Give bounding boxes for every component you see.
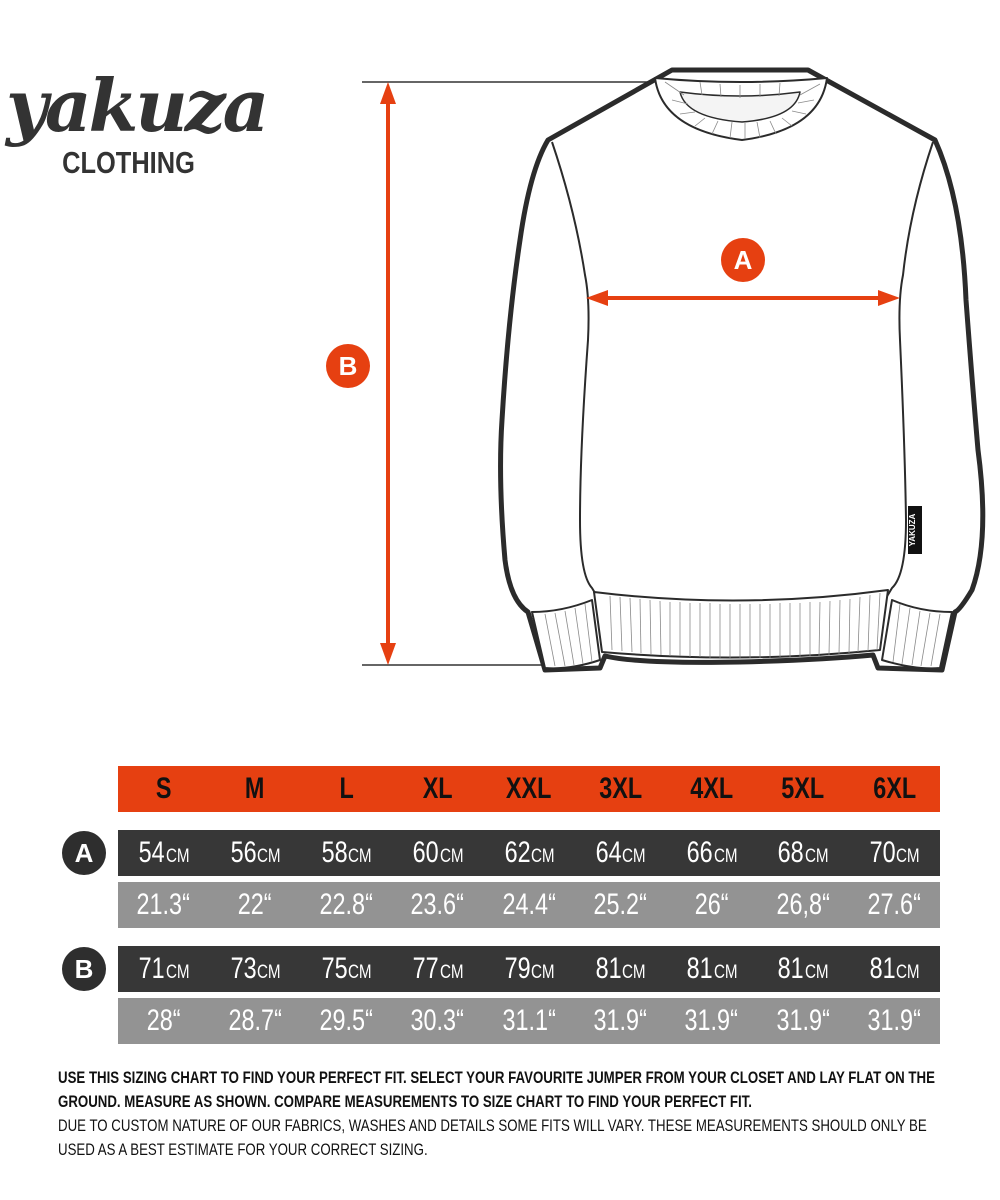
row-b-badge: B [62, 947, 106, 991]
table-cell [575, 830, 666, 876]
cm-unit: CM [530, 846, 555, 867]
table-cell [209, 998, 300, 1044]
table-cell [118, 882, 209, 928]
inch-value: 27.6 [867, 888, 914, 921]
inch-mark: “ [273, 1004, 282, 1037]
inch-value: 30.3 [410, 1004, 457, 1037]
table-cell [392, 830, 483, 876]
cm-unit: CM [713, 962, 738, 983]
inch-value: 22 [238, 888, 265, 921]
size-header-row [118, 766, 940, 812]
table-cell [209, 830, 300, 876]
cm-value: 81 [869, 952, 896, 985]
table-cell [392, 882, 483, 928]
instructions-note [58, 1066, 958, 1114]
table-cell [483, 998, 574, 1044]
inch-mark: “ [547, 1004, 556, 1037]
table-cell [483, 830, 574, 876]
inch-mark: “ [720, 888, 729, 921]
cm-unit: CM [256, 962, 281, 983]
row-a-inch [118, 882, 940, 928]
table-cell [118, 830, 209, 876]
cm-unit: CM [439, 846, 464, 867]
inch-mark: “ [913, 888, 921, 921]
cm-value: 75 [321, 952, 348, 985]
svg-text:YAKUZA: YAKUZA [908, 513, 917, 547]
inch-value: 24.4 [502, 888, 548, 921]
row-a-cm [118, 830, 940, 876]
table-cell [666, 946, 757, 992]
length-arrow-icon [380, 82, 396, 665]
inch-mark: “ [456, 1004, 465, 1037]
cm-unit: CM [622, 962, 646, 983]
table-cell [301, 946, 392, 992]
table-cell [575, 998, 666, 1044]
table-cell [483, 882, 574, 928]
cm-value: 66 [686, 836, 713, 869]
inch-value: 31.9 [776, 1004, 822, 1037]
measure-b-badge: B [326, 344, 370, 388]
table-cell [301, 998, 392, 1044]
table-cell [118, 998, 209, 1044]
table-cell [849, 882, 940, 928]
row-a-badge: A [62, 831, 106, 875]
cm-value: 58 [321, 836, 348, 869]
table-cell [849, 830, 940, 876]
inch-mark: “ [172, 1004, 181, 1037]
cm-value: 64 [595, 836, 622, 869]
inch-mark: “ [547, 888, 556, 921]
size-header: 5XL [781, 772, 825, 805]
inch-mark: “ [639, 888, 647, 921]
inch-value: 26 [694, 888, 721, 921]
logo-wordmark: yakuza [6, 63, 267, 148]
cm-unit: CM [439, 962, 464, 983]
inch-mark: “ [365, 888, 373, 921]
cm-value: 71 [138, 952, 165, 985]
brand-tag [908, 506, 922, 554]
cm-value: 73 [230, 952, 257, 985]
table-cell [575, 882, 666, 928]
sweatshirt-icon [501, 70, 983, 670]
cm-unit: CM [165, 962, 190, 983]
inch-value: 25.2 [593, 888, 640, 921]
cm-unit: CM [622, 846, 646, 867]
cm-value: 81 [778, 952, 805, 985]
inch-mark: “ [913, 1004, 921, 1037]
table-cell [301, 830, 392, 876]
size-header: 6XL [872, 772, 916, 805]
table-cell [209, 882, 300, 928]
table-cell [392, 998, 483, 1044]
size-header: XXL [506, 772, 552, 805]
cm-unit: CM [348, 962, 372, 983]
size-header: 4XL [690, 772, 734, 805]
size-header: L [339, 772, 354, 805]
table-cell [483, 946, 574, 992]
cm-value: 68 [778, 836, 805, 869]
table-cell [118, 946, 209, 992]
size-header: 3XL [598, 772, 642, 805]
table-cell [757, 946, 848, 992]
disclaimer-note [58, 1114, 958, 1162]
cm-unit: CM [256, 846, 281, 867]
cm-unit: CM [804, 846, 829, 867]
inch-value: 22.8 [319, 888, 366, 921]
table-cell [849, 946, 940, 992]
cm-value: 70 [869, 836, 896, 869]
size-header: XL [422, 772, 453, 805]
inch-value: 31.9 [593, 1004, 640, 1037]
cm-value: 81 [686, 952, 713, 985]
instructions-text: USE THIS SIZING CHART TO FIND YOUR PERFECT FIT. SELECT YOUR FAVOURITE JUMPER FROM YOUR CLOSET AND LAY FLAT ON THE GROUND. MEASURE AS SHOWN. COMPARE MEASUREMENTS TO SIZE CHART TO FIND YOUR PERFECT FIT. [58, 1068, 935, 1111]
cm-value: 79 [504, 952, 531, 985]
row-b-inch [118, 998, 940, 1044]
table-cell [209, 946, 300, 992]
cm-value: 56 [230, 836, 257, 869]
cm-unit: CM [530, 962, 555, 983]
inch-value: 31.9 [684, 1004, 731, 1037]
cm-unit: CM [165, 846, 190, 867]
table-cell [666, 830, 757, 876]
cm-value: 81 [595, 952, 622, 985]
measure-a-badge: A [721, 238, 765, 282]
logo-subtitle: CLOTHING [62, 145, 195, 180]
size-header: S [155, 772, 172, 805]
inch-mark: “ [264, 888, 272, 921]
cm-unit: CM [896, 846, 920, 867]
inch-mark: “ [182, 888, 191, 921]
inch-value: 28.7 [228, 1004, 274, 1037]
cm-value: 77 [412, 952, 439, 985]
row-b-cm [118, 946, 940, 992]
inch-value: 23.6 [410, 888, 457, 921]
inch-value: 21.3 [136, 888, 183, 921]
cm-value: 60 [412, 836, 439, 869]
inch-value: 29.5 [319, 1004, 366, 1037]
cm-value: 62 [504, 836, 531, 869]
inch-value: 26,8 [776, 888, 822, 921]
table-cell [575, 946, 666, 992]
table-cell [757, 998, 848, 1044]
inch-mark: “ [456, 888, 465, 921]
cm-unit: CM [348, 846, 372, 867]
cm-value: 54 [138, 836, 165, 869]
table-cell [392, 946, 483, 992]
table-cell [757, 882, 848, 928]
cm-unit: CM [713, 846, 738, 867]
size-header: M [245, 772, 265, 805]
inch-mark: “ [639, 1004, 647, 1037]
table-cell [301, 882, 392, 928]
inch-mark: “ [365, 1004, 373, 1037]
table-cell [849, 998, 940, 1044]
table-cell [666, 882, 757, 928]
inch-mark: “ [730, 1004, 739, 1037]
table-cell [757, 830, 848, 876]
inch-mark: “ [821, 888, 830, 921]
inch-value: 31.1 [502, 1004, 548, 1037]
cm-unit: CM [896, 962, 920, 983]
inch-value: 28 [146, 1004, 173, 1037]
cm-unit: CM [804, 962, 829, 983]
disclaimer-text: DUE TO CUSTOM NATURE OF OUR FABRICS, WASHES AND DETAILS SOME FITS WILL VARY. THESE MEASUREMENTS SHOULD ONLY BE USED AS A BEST ESTIMATE FOR YOUR CORRECT SIZING. [58, 1116, 927, 1159]
inch-value: 31.9 [867, 1004, 914, 1037]
inch-mark: “ [821, 1004, 830, 1037]
table-cell [666, 998, 757, 1044]
